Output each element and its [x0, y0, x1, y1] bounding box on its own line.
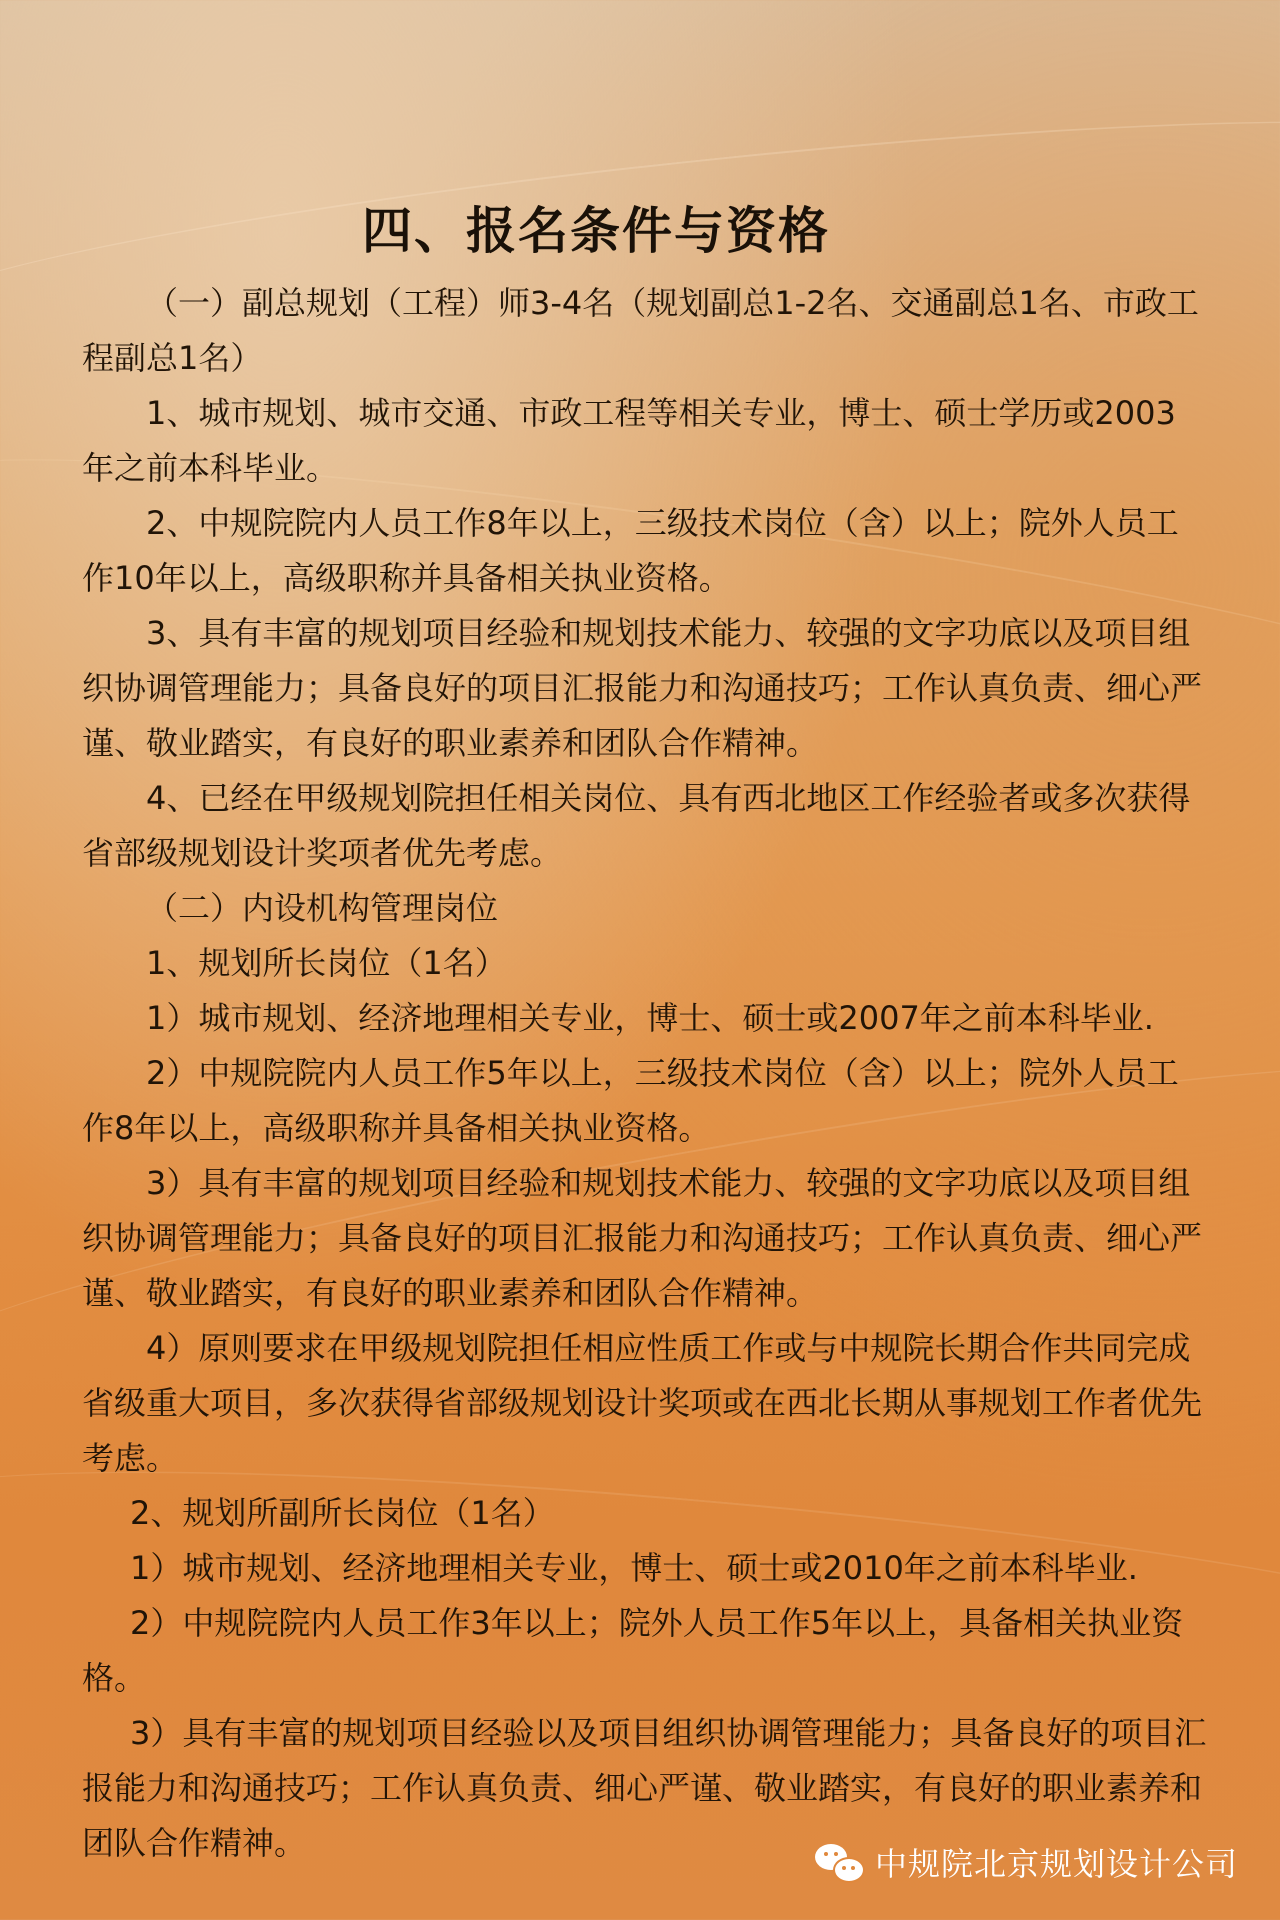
wechat-icon [815, 1842, 865, 1882]
footer-watermark [815, 1840, 1238, 1884]
page-title: 四、报名条件与资格 [362, 202, 830, 260]
requirement-item: 2）中规院院内人员工作5年以上，三级技术岗位（含）以上；院外人员工作8年以上，高级职称并具备相关执业资格。 [82, 1054, 1179, 1147]
section-heading-1: （一）副总规划（工程）师3-4名（规划副总1-2名、交通副总1名、市政工程副总1名） [82, 284, 1199, 377]
requirement-item: 1）城市规划、经济地理相关专业，博士、硕士或2007年之前本科毕业. [146, 999, 1154, 1037]
requirement-item: 4、已经在甲级规划院担任相关岗位、具有西北地区工作经验者或多次获得省部级规划设计奖项者优先考虑。 [82, 779, 1191, 872]
position-heading: 2、规划所副所长岗位（1名） [130, 1494, 555, 1532]
requirement-item: 3）具有丰富的规划项目经验以及项目组织协调管理能力；具备良好的项目汇报能力和沟通技巧；工作认真负责、细心严谨、敬业踏实，有良好的职业素养和团队合作精神。 [82, 1714, 1207, 1862]
position-heading: 1、规划所长岗位（1名） [146, 944, 507, 982]
requirement-item: 2）中规院院内人员工作3年以上；院外人员工作5年以上，具备相关执业资格。 [82, 1604, 1184, 1697]
requirement-item: 3、具有丰富的规划项目经验和规划技术能力、较强的文字功底以及项目组织协调管理能力；具备良好的项目汇报能力和沟通技巧；工作认真负责、细心严谨、敬业踏实，有良好的职业素养和团队合作精神。 [82, 614, 1203, 762]
requirement-item: 3）具有丰富的规划项目经验和规划技术能力、较强的文字功底以及项目组织协调管理能力；具备良好的项目汇报能力和沟通技巧；工作认真负责、细心严谨、敬业踏实，有良好的职业素养和团队合作精神。 [82, 1164, 1203, 1312]
requirement-item: 1、城市规划、城市交通、市政工程等相关专业，博士、硕士学历或2003年之前本科毕业。 [82, 394, 1176, 487]
footer-account-name: 中规院北京规划设计公司 [874, 1845, 1238, 1883]
requirement-item: 1）城市规划、经济地理相关专业，博士、硕士或2010年之前本科毕业. [130, 1549, 1138, 1587]
section-heading-2: （二）内设机构管理岗位 [146, 889, 499, 927]
document-body [82, 200, 1207, 1871]
requirement-item: 4）原则要求在甲级规划院担任相应性质工作或与中规院长期合作共同完成省级重大项目，多次获得省部级规划设计奖项或在西北长期从事规划工作者优先考虑。 [82, 1329, 1203, 1477]
requirement-item: 2、中规院院内人员工作8年以上，三级技术岗位（含）以上；院外人员工作10年以上，高级职称并具备相关执业资格。 [82, 504, 1179, 597]
